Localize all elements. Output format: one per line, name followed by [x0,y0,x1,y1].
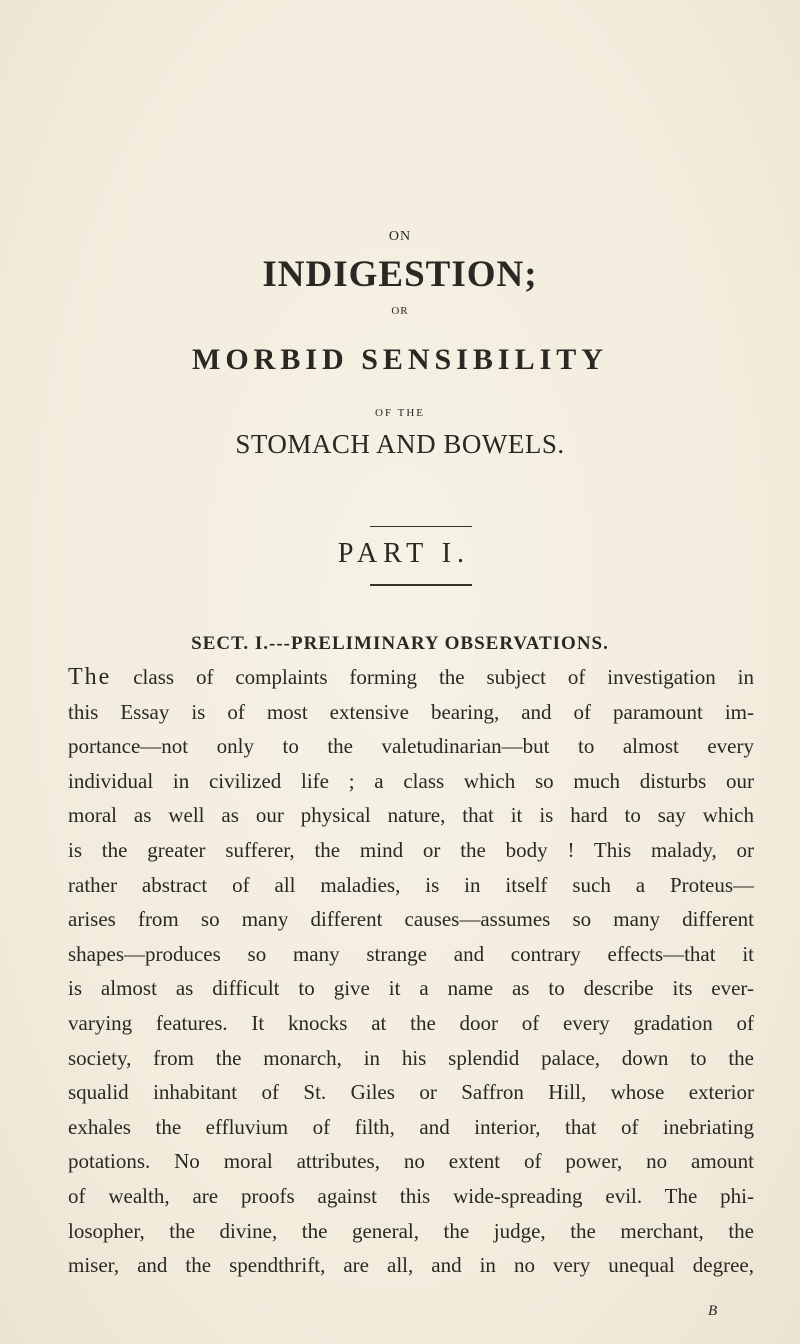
body-line: shapes—produces so many strange and contrary effects—that it [68,941,754,966]
section-heading: SECT. I.---PRELIMINARY OBSERVATIONS. [191,633,609,654]
body-line: society, from the monarch, in his splendid palace, down to the [68,1045,754,1070]
subtitle: MORBID SENSIBILITY [192,343,608,376]
body-line: rather abstract of all maladies, is in itself such a Proteus— [68,872,754,897]
body-line: potations. No moral attributes, no extent of power, no amount [68,1149,754,1174]
body-line: miser, and the spendthrift, are all, and in no very unequal degree, [68,1253,754,1278]
title-of-the: OF THE [375,407,425,419]
body-line: exhales the effluvium of filth, and interior, that of inebriating [68,1114,754,1139]
body-line: arises from so many different causes—assumes so many different [68,907,754,932]
body-line: varying features. It knocks at the door of every gradation of [68,1010,754,1035]
signature-mark: B [708,1303,718,1319]
body-line: The class of complaints forming the subject of investigation in [68,664,755,690]
title-subject: STOMACH AND BOWELS. [235,429,565,459]
body-line: of wealth, are proofs against this wide-spreading evil. The phi- [68,1183,754,1208]
body-line: is the greater sufferer, the mind or the body ! This malady, or [68,837,754,862]
body-line: squalid inhabitant of St. Giles or Saffron Hill, whose exterior [68,1080,754,1105]
part-rule-bottom [370,584,472,586]
title-or: OR [391,305,409,317]
body-line: moral as well as our physical nature, that it is hard to say which [68,803,754,828]
drop-word: The [68,664,112,690]
body-line: is almost as difficult to give it a name as to describe its ever- [68,976,754,1001]
body-line: portance—not only to the valetudinarian—but to almost every [68,734,754,759]
title-on: ON [388,229,412,244]
part-rule-top [370,526,472,527]
part-heading: PART I. [337,538,471,569]
main-title: INDIGESTION; [262,254,538,295]
body-paragraph [68,660,754,1283]
body-line: this Essay is of most extensive bearing, and of paramount im- [68,699,754,724]
body-line: losopher, the divine, the general, the judge, the merchant, the [68,1218,754,1243]
body-line: individual in civilized life ; a class which so much disturbs our [68,768,754,793]
